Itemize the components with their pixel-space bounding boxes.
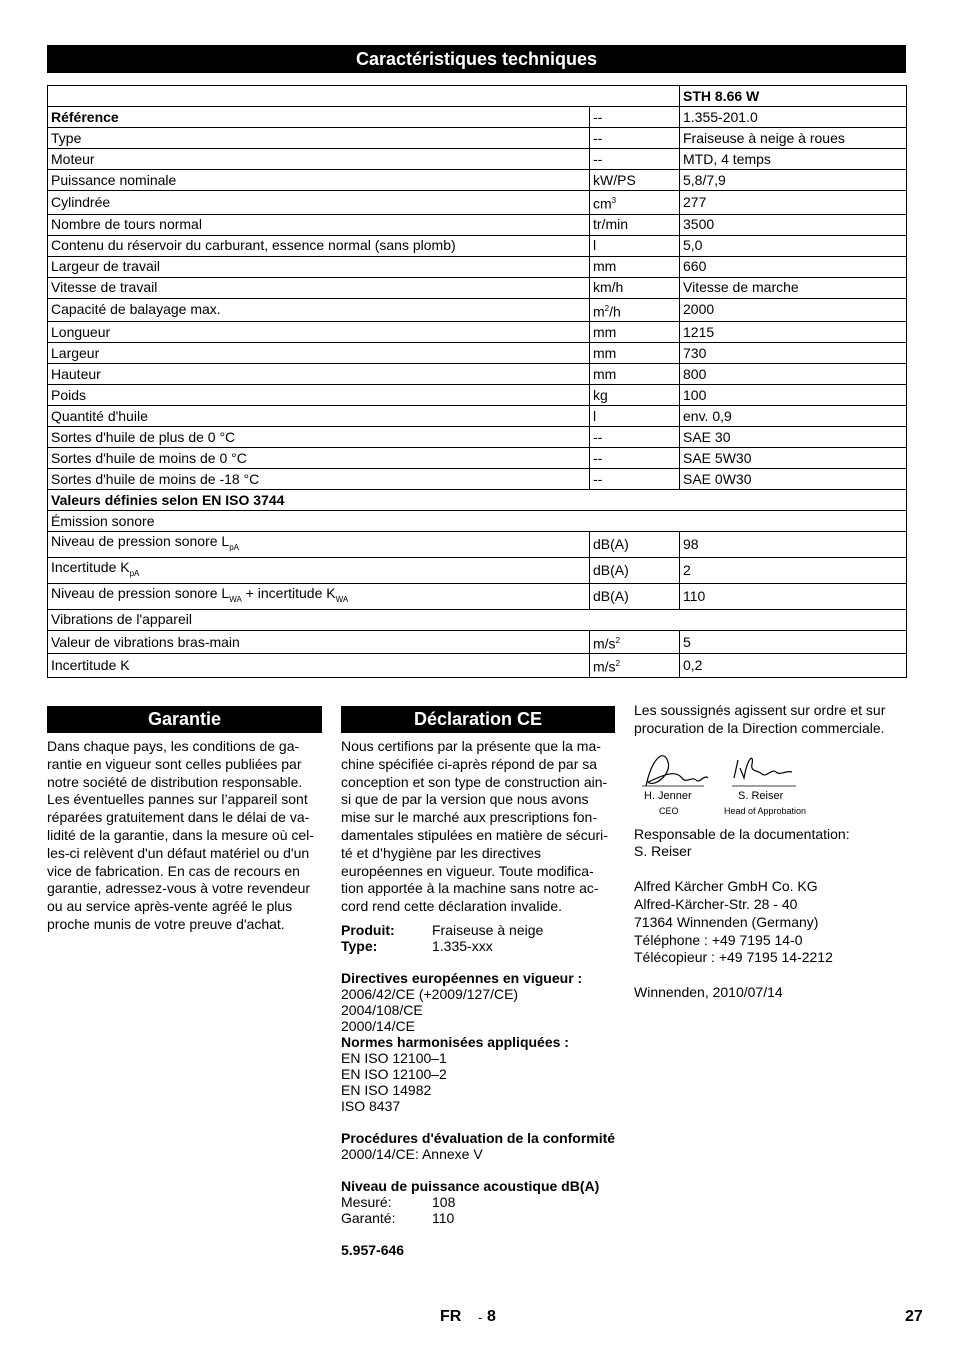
row-unit xyxy=(590,277,680,298)
label-text: Niveau de pression sonore L xyxy=(51,533,230,550)
unit-text: -- xyxy=(593,108,603,125)
unit-superscript: 3 xyxy=(611,196,617,205)
row-label: Largeur xyxy=(48,343,590,364)
norm-item: EN ISO 12100–2 xyxy=(341,1065,447,1082)
sig2-name: S. Reiser xyxy=(738,789,784,802)
procedure-title: Procédures d'évaluation de la conformité xyxy=(341,1129,616,1146)
model-header: STH 8.66 W xyxy=(680,86,907,107)
unit-text: m/s xyxy=(593,659,616,676)
table-row xyxy=(48,214,907,235)
row-value: 98 xyxy=(680,532,907,558)
table-row xyxy=(48,277,907,298)
norms-title: Normes harmonisées appliquées : xyxy=(341,1033,569,1050)
label-text: Niveau de pression sonore L xyxy=(51,584,230,601)
row-value: 277 xyxy=(680,191,907,215)
doc-number: 5.957-646 xyxy=(341,1241,405,1258)
row-value: 1215 xyxy=(680,322,907,343)
row-value: 5 xyxy=(680,630,907,654)
row-unit xyxy=(590,654,680,678)
tech-section-title: Caractéristiques techniques xyxy=(47,45,906,73)
row-unit xyxy=(590,128,680,149)
row-unit xyxy=(590,385,680,406)
row-unit xyxy=(590,583,680,609)
table-row xyxy=(48,406,907,427)
row-unit xyxy=(590,214,680,235)
row-value: SAE 0W30 xyxy=(680,469,907,490)
row-unit xyxy=(590,558,680,584)
row-value: 660 xyxy=(680,256,907,277)
doc-resp-label: Responsable de la documentation: xyxy=(634,825,850,842)
row-value: 110 xyxy=(680,583,907,609)
garantie-line: proche munis de votre preuve d'achat. xyxy=(47,915,285,932)
declaration-line: Nous certifions par la présente que la ma- xyxy=(341,738,601,754)
row-value: Fraiseuse à neige à roues xyxy=(680,128,907,149)
sig1-role: CEO xyxy=(659,805,679,816)
row-unit xyxy=(590,532,680,558)
garantie-title: Garantie xyxy=(47,706,322,733)
row-value: 2 xyxy=(680,558,907,584)
row-label xyxy=(48,583,590,609)
page-number: 27 xyxy=(905,1308,923,1325)
row-value: 1.355-201.0 xyxy=(680,107,907,128)
table-row xyxy=(48,322,907,343)
unit-text: -- xyxy=(593,470,603,487)
row-unit xyxy=(590,149,680,170)
label-text: Incertitude K xyxy=(51,657,130,674)
unit-text: -- xyxy=(593,428,603,445)
table-header-row xyxy=(48,86,907,107)
signatures xyxy=(634,748,909,818)
garantie-line: garantie, adressez-vous à votre revendeur xyxy=(47,880,311,897)
unit-superscript: 2 xyxy=(615,659,621,669)
declaration-block xyxy=(341,738,616,1258)
footer-separator: - xyxy=(478,1310,483,1325)
acoustic-title: Niveau de puissance acoustique dB(A) xyxy=(341,1177,600,1194)
row-value: MTD, 4 temps xyxy=(680,149,907,170)
unit-text: km/h xyxy=(593,279,624,296)
row-label xyxy=(48,532,590,558)
garantie-line: Les éventuelles pannes sur l’appareil sont xyxy=(47,791,308,808)
unit-text: m/s xyxy=(593,635,616,652)
unit-text: tr/min xyxy=(593,216,628,233)
declaration-text xyxy=(341,738,616,916)
company-city: 71364 Winnenden (Germany) xyxy=(634,913,819,930)
row-label: Hauteur xyxy=(48,364,590,385)
doc-resp-name: S. Reiser xyxy=(634,843,692,860)
table-row xyxy=(48,191,907,215)
row-label: Sortes d'huile de plus de 0 °C xyxy=(48,427,590,448)
row-value: 2000 xyxy=(680,298,907,322)
row-unit xyxy=(590,448,680,469)
row-value: Vitesse de marche xyxy=(680,277,907,298)
table-row xyxy=(48,170,907,191)
measured-value: 108 xyxy=(432,1193,456,1210)
label-subscript: pA xyxy=(229,543,240,553)
declaration-line: mise sur le marché aux prescriptions fon- xyxy=(341,809,597,826)
declaration-line: si que de par la version que nous avons xyxy=(341,791,589,808)
row-value: 5,8/7,9 xyxy=(680,170,907,191)
unit-text: kW/PS xyxy=(593,171,636,188)
row-value: 730 xyxy=(680,343,907,364)
table-row xyxy=(48,558,907,584)
unit-text: kg xyxy=(593,386,608,403)
unit-text: mm xyxy=(593,323,617,340)
company-street: Alfred-Kärcher-Str. 28 - 40 xyxy=(634,895,798,912)
row-value: 800 xyxy=(680,364,907,385)
table-row xyxy=(48,448,907,469)
declaration-line: damentales stipulées en matière de sécuri- xyxy=(341,826,608,843)
directive-item: 2004/108/CE xyxy=(341,1001,423,1018)
row-unit xyxy=(590,469,680,490)
vibration-title: Vibrations de l'appareil xyxy=(48,609,907,630)
unit-text: mm xyxy=(593,258,617,275)
table-row xyxy=(48,128,907,149)
row-label: Type xyxy=(48,128,590,149)
unit-text: l xyxy=(593,237,597,254)
row-label: Nombre de tours normal xyxy=(48,214,590,235)
row-unit xyxy=(590,406,680,427)
garantie-line: Dans chaque pays, les conditions de ga- xyxy=(47,738,300,754)
table-row xyxy=(48,385,907,406)
table-row xyxy=(48,630,907,654)
declaration-line: européennes en vigueur. Toute modifica- xyxy=(341,862,594,879)
garantie-text xyxy=(47,738,322,934)
row-unit xyxy=(590,107,680,128)
row-unit xyxy=(590,322,680,343)
guaranteed-value: 110 xyxy=(432,1209,455,1226)
norm-item: ISO 8437 xyxy=(341,1097,401,1114)
row-label: Moteur xyxy=(48,149,590,170)
company-name: Alfred Kärcher GmbH Co. KG xyxy=(634,878,818,895)
declaration-line: cord rend cette déclaration invalide. xyxy=(341,898,563,915)
row-label xyxy=(48,558,590,584)
label-text: + incertitude K xyxy=(241,584,336,601)
row-unit xyxy=(590,427,680,448)
table-row xyxy=(48,343,907,364)
directive-item: 2000/14/CE xyxy=(341,1017,415,1034)
label-subscript: WA xyxy=(335,594,349,604)
emission-title: Émission sonore xyxy=(48,511,907,532)
unit-text: -- xyxy=(593,449,603,466)
row-label: Contenu du réservoir du carburant, essence normal (sans plomb) xyxy=(48,235,590,256)
row-unit xyxy=(590,298,680,322)
norms-list xyxy=(341,1050,616,1114)
unit-text: cm xyxy=(593,195,612,212)
table-row xyxy=(48,490,907,511)
row-value: 100 xyxy=(680,385,907,406)
intro-line-1: Les soussignés agissent sur ordre et sur xyxy=(634,702,886,718)
procedure-value: 2000/14/CE: Annexe V xyxy=(341,1145,483,1162)
row-label: Cylindrée xyxy=(48,191,590,215)
row-unit xyxy=(590,191,680,215)
measured-label: Mesuré: xyxy=(341,1193,392,1210)
footer-language: FR xyxy=(440,1308,462,1325)
sig2-role: Head of Approbation xyxy=(724,805,807,816)
unit-superscript: 2 xyxy=(604,303,610,313)
row-value: env. 0,9 xyxy=(680,406,907,427)
garantie-line: lidité de la garantie, dans la mesure où cel- xyxy=(47,826,314,843)
row-label: Référence xyxy=(48,107,590,128)
garantie-line: ou au service après-vente agréé le plus xyxy=(47,898,293,915)
declaration-title: Déclaration CE xyxy=(341,706,615,733)
row-label xyxy=(48,654,590,678)
table-row xyxy=(48,583,907,609)
row-label: Sortes d'huile de moins de -18 °C xyxy=(48,469,590,490)
product-label: Produit: xyxy=(341,921,395,938)
declaration-line: conception et son type de construction ain- xyxy=(341,773,608,790)
norm-item: EN ISO 12100–1 xyxy=(341,1049,447,1066)
table-row xyxy=(48,107,907,128)
table-row xyxy=(48,532,907,558)
row-value: 0,2 xyxy=(680,654,907,678)
row-unit xyxy=(590,170,680,191)
directives-list xyxy=(341,986,616,1034)
table-row xyxy=(48,149,907,170)
declaration-line: té et d’hygiène par les directives xyxy=(341,844,541,861)
type-label: Type: xyxy=(341,937,378,954)
table-row xyxy=(48,364,907,385)
sig1-name: H. Jenner xyxy=(644,789,692,802)
row-value: SAE 30 xyxy=(680,427,907,448)
row-label: Quantité d'huile xyxy=(48,406,590,427)
tech-spec-table xyxy=(47,85,907,678)
row-unit xyxy=(590,364,680,385)
footer-local-page: 8 xyxy=(487,1308,496,1325)
row-label: Largeur de travail xyxy=(48,256,590,277)
garantie-line: les-ci relèvent d'un défaut matériel ou d'un xyxy=(47,844,310,861)
label-text: Valeur de vibrations bras-main xyxy=(51,633,240,650)
unit-text: -- xyxy=(593,150,603,167)
garantie-line: notre société de distribution responsable. xyxy=(47,773,303,790)
row-unit xyxy=(590,343,680,364)
row-label xyxy=(48,630,590,654)
row-unit xyxy=(590,630,680,654)
table-row xyxy=(48,654,907,678)
label-subscript: WA xyxy=(229,594,242,604)
table-row xyxy=(48,235,907,256)
unit-text: l xyxy=(593,407,597,424)
unit-text: mm xyxy=(593,365,617,382)
unit-text: -- xyxy=(593,129,603,146)
directives-title: Directives européennes en vigueur : xyxy=(341,969,583,986)
table-row xyxy=(48,511,907,532)
unit-suffix: /h xyxy=(609,303,621,320)
table-row xyxy=(48,469,907,490)
table-row xyxy=(48,298,907,322)
table-row xyxy=(48,256,907,277)
directive-item: 2006/42/CE (+2009/127/CE) xyxy=(341,985,519,1002)
declaration-line: tion apportée à la machine sans notre ac- xyxy=(341,880,599,897)
label-subscript: pA xyxy=(129,568,140,578)
garantie-line: réparées gratuitement dans le délai de va- xyxy=(47,809,310,826)
company-fax: Télécopieur : +49 7195 14-2212 xyxy=(634,949,833,966)
label-text: Incertitude K xyxy=(51,559,130,576)
garantie-line: rantie en vigueur sont celles publiées par xyxy=(47,755,302,772)
unit-superscript: 2 xyxy=(615,635,621,645)
row-label: Vitesse de travail xyxy=(48,277,590,298)
norm-item: EN ISO 14982 xyxy=(341,1081,432,1098)
unit-text: m xyxy=(593,303,605,320)
row-value: 3500 xyxy=(680,214,907,235)
place-date: Winnenden, 2010/07/14 xyxy=(634,984,783,1001)
type-value: 1.335-xxx xyxy=(432,937,493,954)
garantie-line: vice de fabrication. En cas de recours en xyxy=(47,862,300,879)
table-row xyxy=(48,609,907,630)
row-label: Puissance nominale xyxy=(48,170,590,191)
company-phone: Téléphone : +49 7195 14-0 xyxy=(634,931,803,948)
table-row xyxy=(48,427,907,448)
unit-text: dB(A) xyxy=(593,536,629,553)
declaration-line: chine spécifiée ci-après répond de par sa xyxy=(341,755,598,772)
row-unit xyxy=(590,235,680,256)
row-unit xyxy=(590,256,680,277)
unit-text: dB(A) xyxy=(593,562,629,578)
guaranteed-label: Garanté: xyxy=(341,1209,396,1226)
intro-line-2: procuration de la Direction commerciale. xyxy=(634,719,885,736)
row-label: Capacité de balayage max. xyxy=(48,298,590,322)
iso-title: Valeurs définies selon EN ISO 3744 xyxy=(48,490,907,511)
row-label: Sortes d'huile de moins de 0 °C xyxy=(48,448,590,469)
signatories-block xyxy=(634,702,909,1002)
unit-text: dB(A) xyxy=(593,587,629,604)
product-value: Fraiseuse à neige xyxy=(432,921,544,938)
row-label: Longueur xyxy=(48,322,590,343)
row-value: 5,0 xyxy=(680,235,907,256)
row-label: Poids xyxy=(48,385,590,406)
row-value: SAE 5W30 xyxy=(680,448,907,469)
unit-text: mm xyxy=(593,344,617,361)
